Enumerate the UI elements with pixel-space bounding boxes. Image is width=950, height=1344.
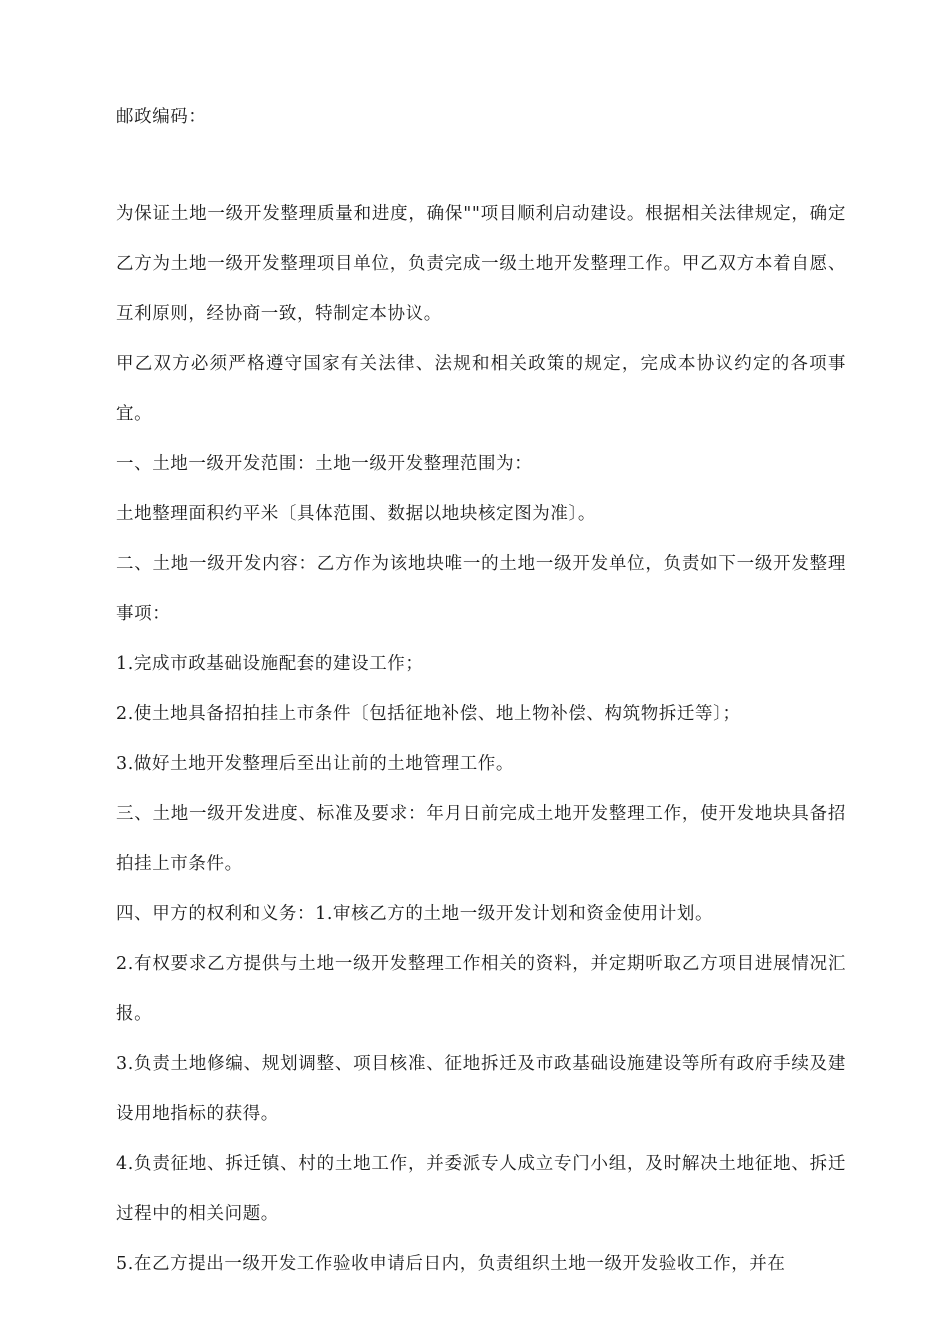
list-item-3: 3.做好土地开发整理后至出让前的土地管理工作。	[116, 754, 514, 774]
paragraph-land-area: 土地整理面积约平米〔具体范围、数据以地块核定图为准〕。	[116, 504, 596, 524]
section-1-heading: 一、土地一级开发范围：土地一级开发整理范围为：	[116, 454, 533, 474]
section-3-heading: 三、土地一级开发进度、标准及要求：年月日前完成土地开发整理工作，使开发地块具备招拍挂上市条件。	[116, 804, 846, 874]
party-a-item-3: 3.负责土地修编、规划调整、项目核准、征地拆迁及市政基础设施建设等所有政府手续及建设用地指标的获得。	[116, 1054, 846, 1124]
paragraph-compliance: 甲乙双方必须严格遵守国家有关法律、法规和相关政策的规定，完成本协议约定的各项事宜。	[116, 354, 846, 424]
section-4-heading: 四、甲方的权利和义务：1.审核乙方的土地一级开发计划和资金使用计划。	[116, 904, 714, 924]
party-a-item-5: 5.在乙方提出一级开发工作验收申请后日内，负责组织土地一级开发验收工作，并在	[116, 1254, 786, 1274]
list-item-2: 2.使土地具备招拍挂上市条件〔包括征地补偿、地上物补偿、构筑物拆迁等〕；	[116, 704, 741, 724]
paragraph-intro: 为保证土地一级开发整理质量和进度，确保""项目顺利启动建设。根据相关法律规定，确定乙方为土地一级开发整理项目单位，负责完成一级土地开发整理工作。甲乙双方本着自愿、互利原则，经协商一致，特制定本协议。	[116, 204, 846, 324]
postal-code-label: 邮政编码：	[116, 107, 207, 127]
party-a-item-4: 4.负责征地、拆迁镇、村的土地工作，并委派专人成立专门小组，及时解决土地征地、拆迁过程中的相关问题。	[116, 1154, 846, 1224]
section-2-heading: 二、土地一级开发内容：乙方作为该地块唯一的土地一级开发单位，负责如下一级开发整理事项：	[116, 554, 846, 624]
list-item-1: 1.完成市政基础设施配套的建设工作；	[116, 654, 424, 674]
party-a-item-2: 2.有权要求乙方提供与土地一级开发整理工作相关的资料，并定期听取乙方项目进展情况汇报。	[116, 954, 846, 1024]
